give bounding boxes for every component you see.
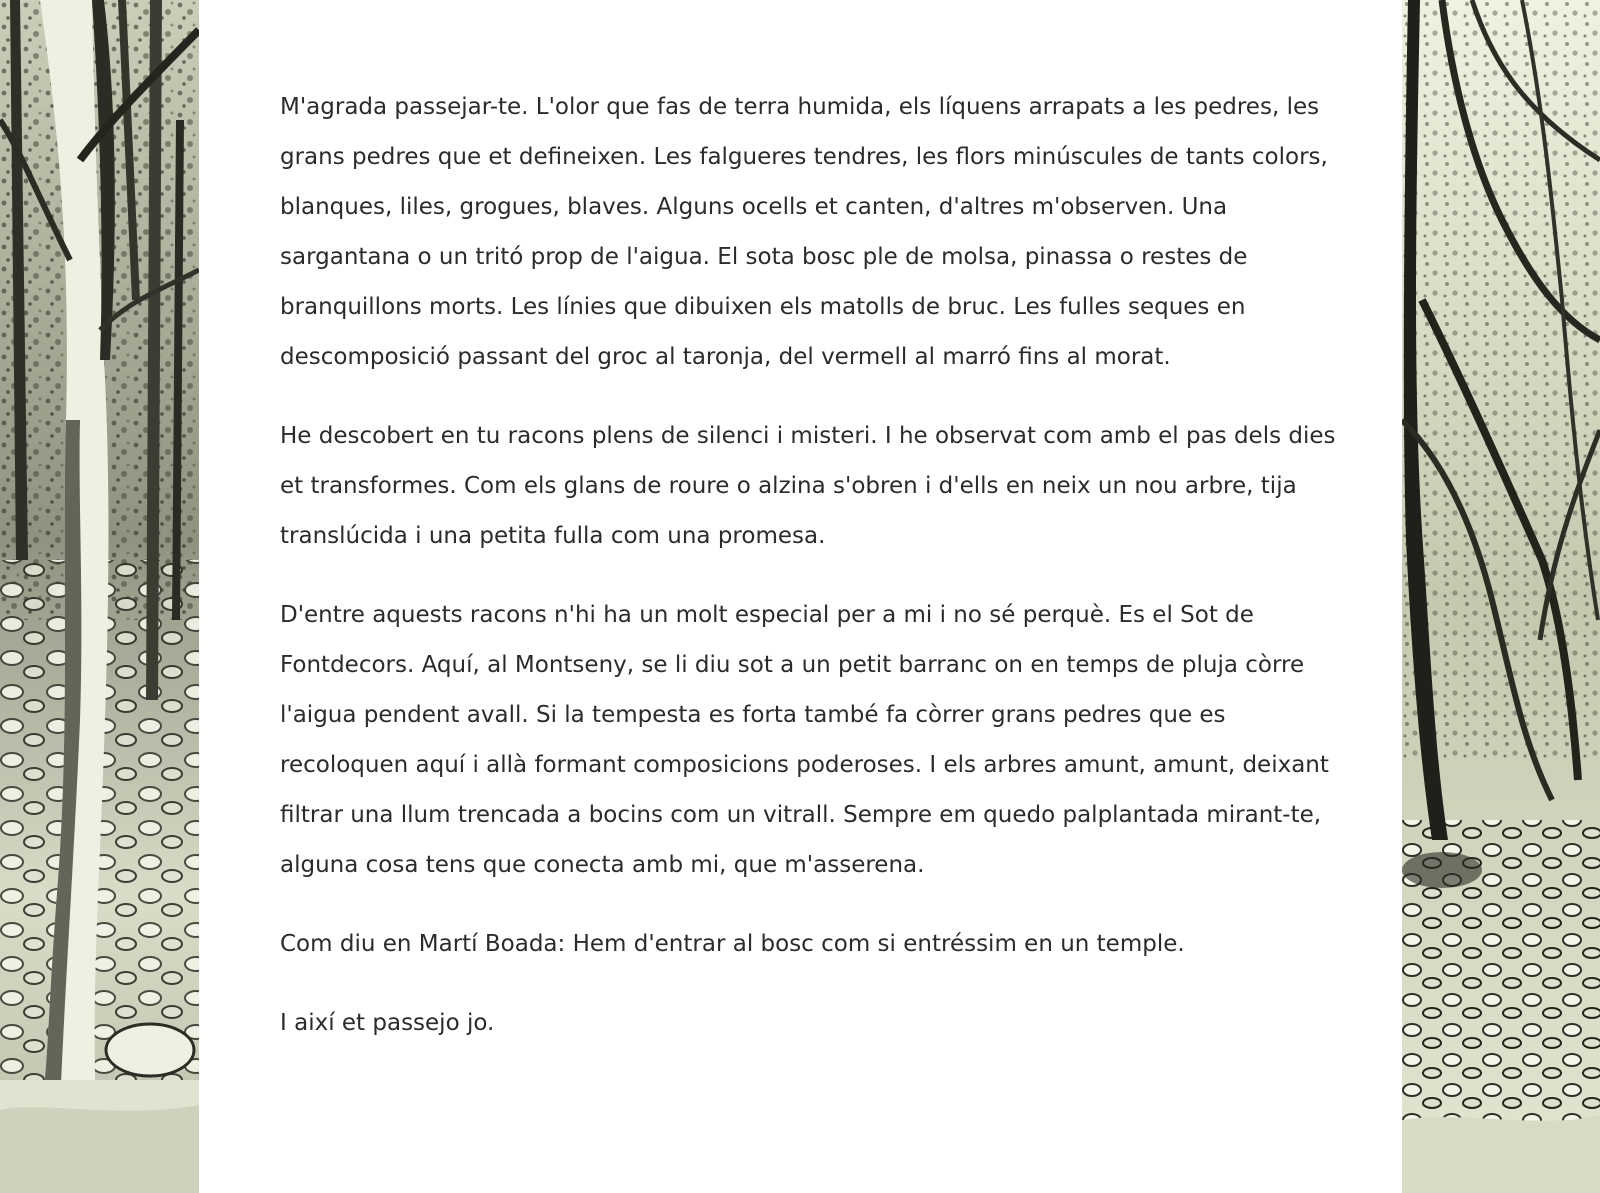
forest-photo-left [0,0,199,1193]
paragraph-1: M'agrada passejar-te. L'olor que fas de terra humida, els líquens arrapats a les pedres, les grans pedres que et defineixen. Les falgueres tendres, les flors minúscules de tants colors, blanques, liles, grogues, blaves. Alguns ocells et canten, d'altres m'observen. Una sargantana o un tritó prop de l'aigua. El sota bosc ple de molsa, pinassa o restes de branquillons morts. Les línies que dibuixen els matolls de bruc. Les fulles seques en descomposició passant del groc al taronja, del vermell al marró fins al morat. [280,94,1328,370]
forest-photo-right [1402,0,1600,1193]
forest-left-illustration [0,0,199,1193]
article-text [280,82,1340,1077]
paragraph-2: He descobert en tu racons plens de silenci i misteri. I he observat com amb el pas dels dies et transformes. Com els glans de roure o alzina s'obren i d'ells en neix un nou arbre, tija translúcida i una petita fulla com una promesa. [280,423,1336,549]
forest-right-illustration [1402,0,1600,1193]
paragraph-5: I així et passejo jo. [280,1010,495,1036]
paragraph-3: D'entre aquests racons n'hi ha un molt especial per a mi i no sé perquè. Es el Sot de Fontdecors. Aquí, al Montseny, se li diu sot a un petit barranc on en temps de pluja còrre l'aigua pendent avall. Si la tempesta es forta també fa còrrer grans pedres que es recoloquen aquí i allà formant composicions poderoses. I els arbres amunt, amunt, deixant filtrar una llum trencada a bocins com un vitrall. Sempre em quedo palplantada mirant-te, alguna cosa tens que conecta amb mi, que m'asserena. [280,602,1329,878]
paragraph-4: Com diu en Martí Boada: Hem d'entrar al bosc com si entréssim en un temple. [280,931,1185,957]
